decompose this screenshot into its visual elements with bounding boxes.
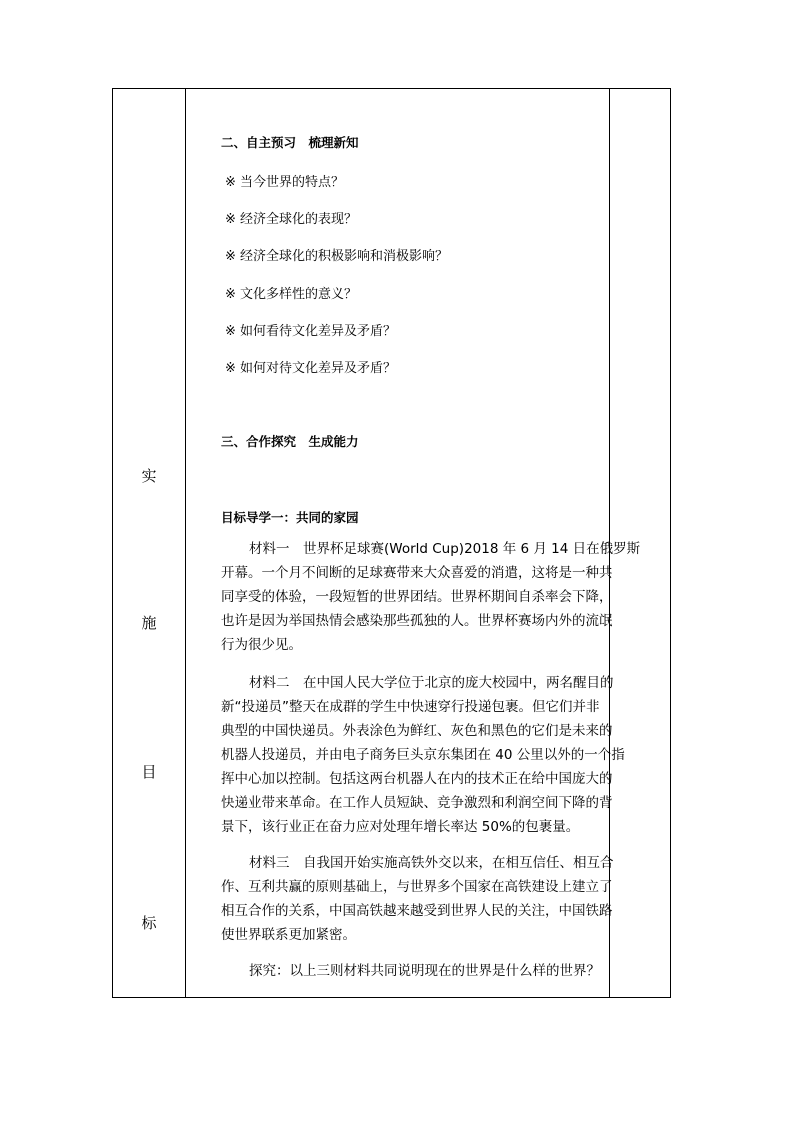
list-item: ※ 当今世界的特点？ (225, 175, 345, 190)
section-heading: 三、合作探究 生成能力 (221, 434, 359, 449)
list-item: ※ 如何对待文化差异及矛盾？ (225, 361, 397, 376)
text-line: 行为很少见。 (221, 637, 302, 653)
question-text: 探究：以上三则材料共同说明现在的世界是什么样的世界？ (249, 963, 600, 979)
text-line: 新“投递员”整天在成群的学生中快速穿行投递包裹。但它们并非 (221, 699, 600, 715)
text-line: 同享受的体验，一段短暂的世界团结。世界杯期间自杀率会下降， (221, 589, 613, 605)
material-paragraph (221, 671, 625, 839)
text-line: 使世界联系更加紧密。 (221, 927, 356, 943)
text-line: 也许是因为举国热情会感染那些孤独的人。世界杯赛场内外的流氓 (221, 613, 613, 629)
material-paragraph (221, 537, 641, 657)
side-label-char: 施 (141, 614, 157, 632)
sub-heading: 目标导学一：共同的家园 (221, 510, 359, 525)
text-line: 机器人投递员，并由电子商务巨头京东集团在 40 公里以外的一个指 (221, 747, 625, 763)
section-heading: 二、自主预习 梳理新知 (221, 135, 359, 150)
text-line: 作、互利共赢的原则基础上，与世界多个国家在高铁建设上建立了 (221, 879, 613, 895)
question-paragraph (221, 959, 609, 983)
text-line: 相互合作的关系，中国高铁越来越受到世界人民的关注，中国铁路 (221, 903, 613, 919)
lesson-table (112, 88, 671, 998)
list-item: ※ 如何看待文化差异及矛盾？ (225, 324, 397, 339)
list-item: ※ 文化多样性的意义？ (225, 287, 358, 302)
content-cell (186, 89, 641, 997)
list-item: ※ 经济全球化的积极影响和消极影响？ (225, 249, 449, 264)
text-line: 快递业带来革命。在工作人员短缺、竞争激烈和利润空间下降的背 (221, 795, 613, 811)
list-item: ※ 经济全球化的表现？ (225, 212, 358, 227)
side-label-char: 实 (141, 467, 157, 485)
text-line: 材料一 世界杯足球赛(World Cup)2018 年 6 月 14 日在俄罗斯 (249, 541, 641, 557)
text-line: 景下，该行业正在奋力应对处理年增长率达 50%的包裹量。 (221, 819, 580, 835)
text-line: 典型的中国快递员。外表涂色为鲜红、灰色和黑色的它们是未来的 (221, 723, 613, 739)
text-line: 挥中心加以控制。包括这两台机器人在内的技术正在给中国庞大的 (221, 771, 613, 787)
side-label-char: 标 (141, 914, 157, 932)
material-paragraph (221, 851, 614, 947)
text-line: 材料二 在中国人民大学位于北京的庞大校园中，两名醒目的 (249, 675, 614, 691)
text-line: 开幕。一个月不间断的足球赛带来大众喜爱的消遣，这将是一种共 (221, 565, 613, 581)
side-label-char: 目 (141, 763, 157, 781)
text-line: 材料三 自我国开始实施高铁外交以来，在相互信任、相互合 (249, 855, 614, 871)
